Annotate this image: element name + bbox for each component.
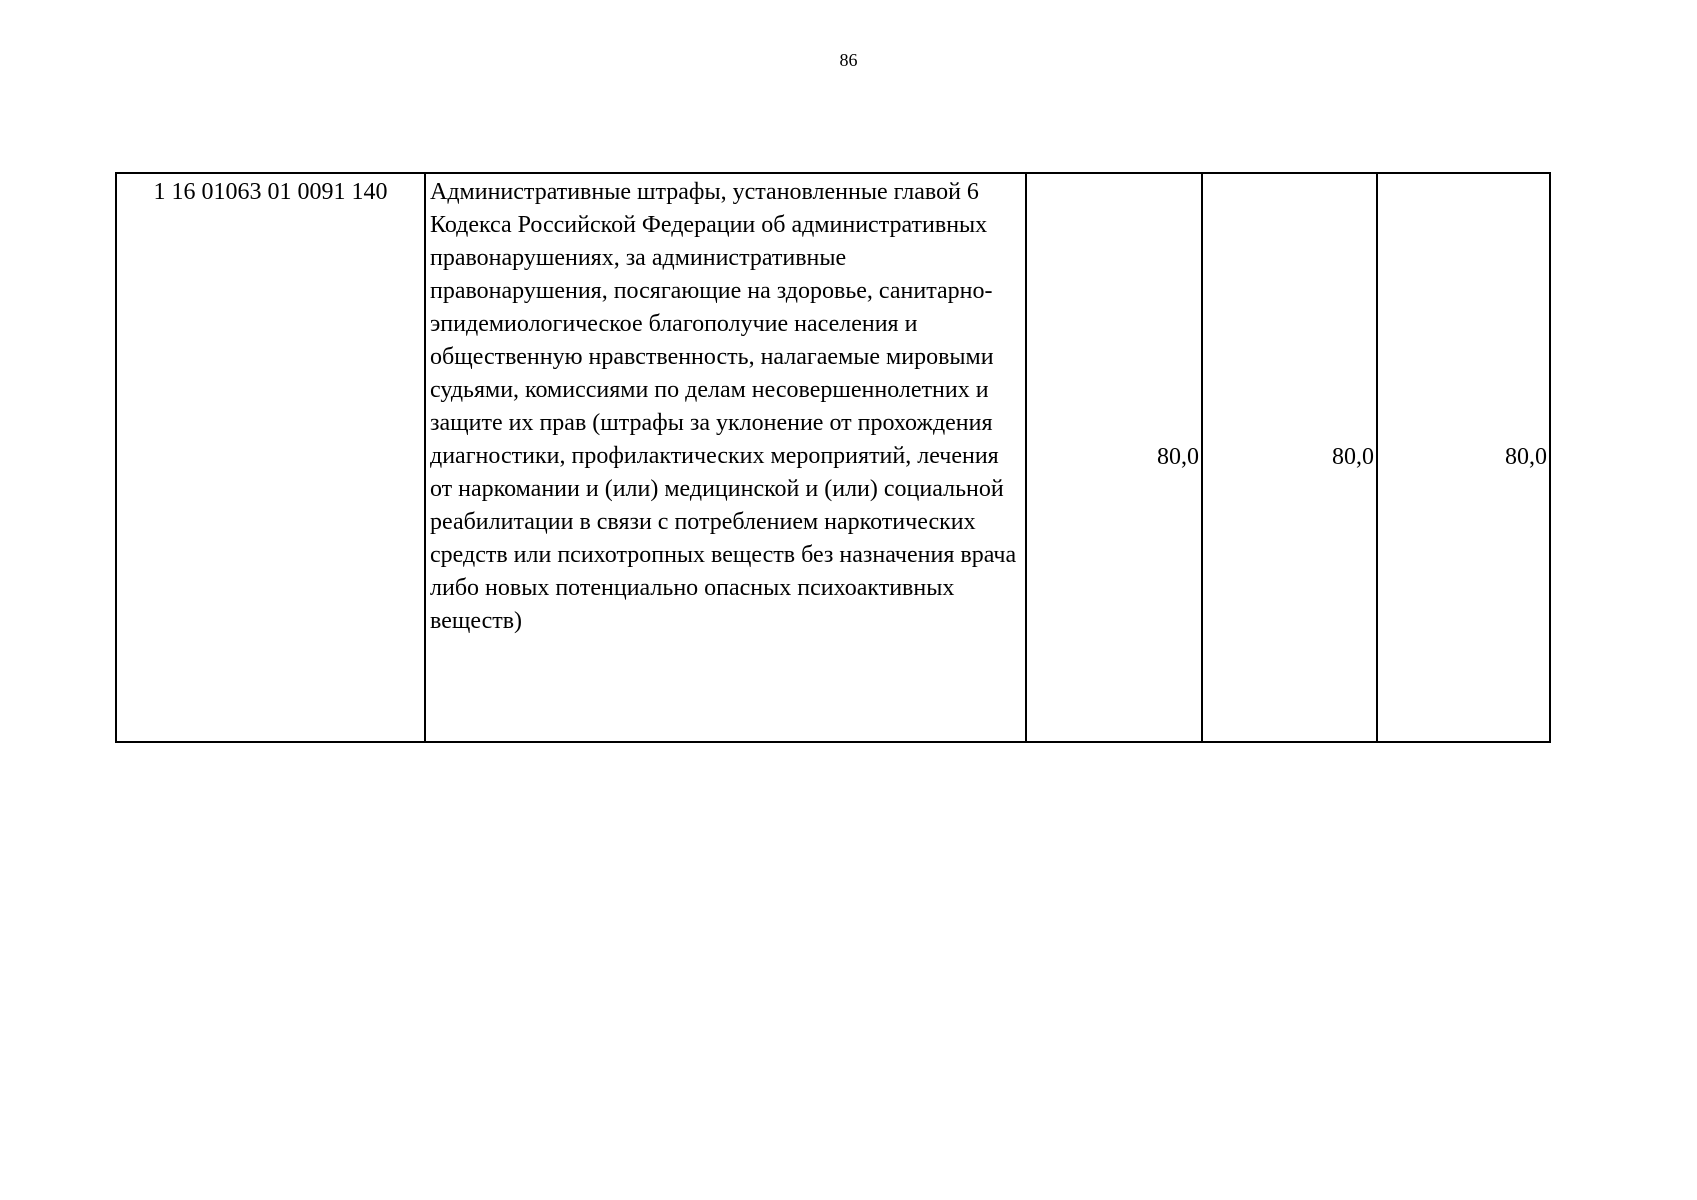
amount-year-1: 80,0 [1026,173,1202,742]
budget-revenue-table [115,172,1551,743]
budget-classification-code: 1 16 01063 01 0091 140 [116,173,425,742]
table-row [116,173,1550,742]
revenue-description: Административные штрафы, установленные главой 6 Кодекса Российской Федерации об административных правонарушениях, за административные правонарушения, посягающие на здоровье, санитарно-эпидемиологическое благополучие населения и общественную нравственность, налагаемые мировыми судьями, комиссиями по делам несовершеннолетних и защите их прав (штрафы за уклонение от прохождения диагностики, профилактических мероприятий, лечения от наркомании и (или) медицинской и (или) социальной реабилитации в связи с потреблением наркотических средств или психотропных веществ без назначения врача либо новых потенциально опасных психоактивных веществ) [425,173,1026,742]
page-number: 86 [839,50,858,70]
amount-year-2: 80,0 [1202,173,1377,742]
amount-year-3: 80,0 [1377,173,1550,742]
